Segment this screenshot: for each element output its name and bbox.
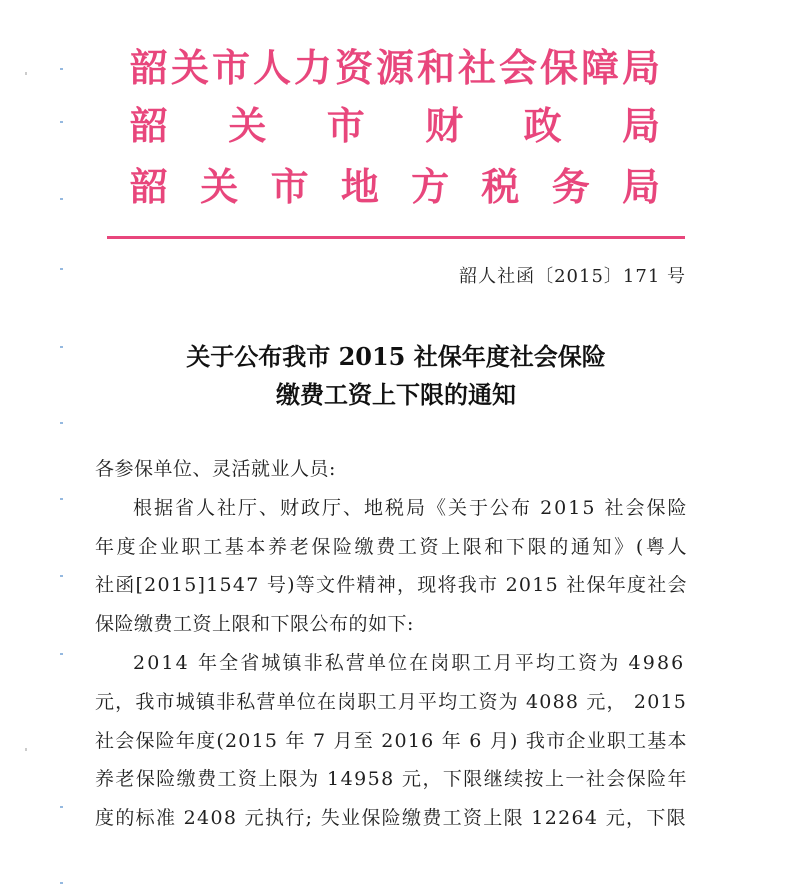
scan-mark — [25, 748, 27, 751]
paragraph-line: 保险缴费工资上限和下限公布的如下: — [95, 613, 414, 636]
scan-mark — [60, 806, 63, 808]
issuer-char: 韶 — [130, 164, 169, 209]
paragraph-line: 2014 年全省城镇非私营单位在岗职工月平均工资为 4986 — [133, 651, 686, 674]
issuer-char: 局 — [621, 103, 660, 148]
issuer-char: 务 — [551, 164, 590, 209]
issuer-char: 地 — [340, 164, 379, 209]
issuer-char: 市 — [270, 164, 309, 209]
scan-mark — [60, 121, 63, 123]
issuer-char: 市 — [326, 103, 365, 148]
paragraph-2 — [95, 644, 687, 838]
issuer-char: 方 — [411, 164, 450, 209]
issuer-char: 关 — [200, 164, 239, 209]
scan-mark — [25, 72, 27, 75]
issuer-finance-bureau — [130, 97, 660, 155]
document-title-line2: 缴费工资上下限的通知 — [276, 380, 516, 409]
scan-mark — [60, 498, 63, 500]
paragraph-line: 元，我市城镇非私营单位在岗职工月平均工资为 4088 元， 2015 — [95, 690, 687, 713]
paragraph-line: 社会保险年度(2015 年 7 月至 2016 年 6 月) 我市企业职工基本 — [95, 729, 688, 752]
scan-mark — [60, 346, 63, 348]
paragraph-line: 根据省人社厅、财政厅、地税局《关于公布 2015 社会保险 — [133, 496, 689, 519]
paragraph-line: 养老保险缴费工资上限为 14958 元，下限继续按上一社会保险年 — [95, 768, 688, 791]
scan-mark — [60, 268, 63, 270]
scan-mark — [60, 198, 63, 200]
issuer-char: 关 — [228, 103, 267, 148]
red-header-rule — [107, 236, 685, 239]
scan-mark — [60, 653, 63, 655]
issuer-char: 局 — [621, 164, 660, 209]
document-number: 韶人社函〔2015〕171 号 — [459, 266, 686, 287]
document-body — [95, 450, 690, 838]
scan-mark — [60, 422, 63, 424]
issuer-char: 财 — [425, 103, 464, 148]
paragraph-line: 年度企业职工基本养老保险缴费工资上限和下限的通知》(粤人 — [95, 535, 690, 558]
issuer-char: 韶 — [130, 103, 169, 148]
document-title-line1: 关于公布我市 2015 社保年度社会保险 — [186, 342, 606, 371]
paragraph-1 — [95, 489, 690, 644]
salutation: 各参保单位、灵活就业人员: — [95, 458, 336, 480]
issuer-char: 政 — [523, 103, 562, 148]
scan-mark — [60, 575, 63, 577]
paragraph-line: 度的标准 2408 元执行; 失业保险缴费工资上限 12264 元，下限 — [95, 807, 687, 830]
issuer-hrss-bureau: 韶关市人力资源和社会保障局 — [130, 45, 660, 90]
issuer-char: 税 — [481, 164, 520, 209]
scan-mark — [60, 68, 63, 70]
paragraph-line: 社函[2015]1547 号)等文件精神，现将我市 2015 社保年度社会 — [95, 574, 688, 597]
scan-mark — [60, 882, 63, 884]
issuer-local-tax-bureau — [130, 158, 660, 216]
